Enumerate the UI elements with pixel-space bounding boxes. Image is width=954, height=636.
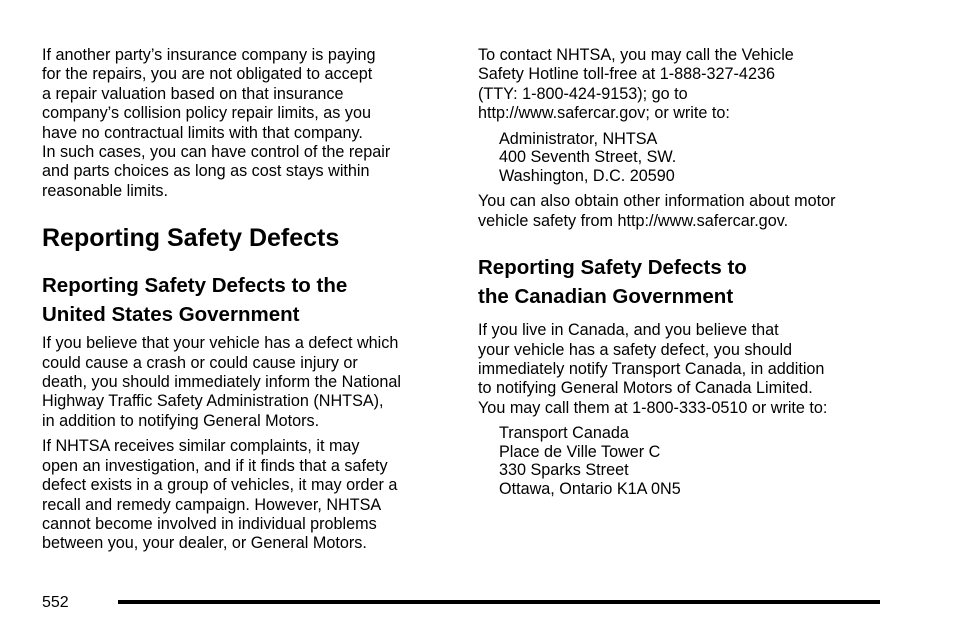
text-line: and parts choices as long as cost stays within (42, 162, 370, 181)
address-line: Administrator, NHTSA (499, 129, 658, 148)
canada-paragraph (478, 321, 888, 418)
text-line: If another party’s insurance company is paying (42, 46, 376, 64)
us-paragraph-1 (42, 334, 444, 431)
text-line: If you live in Canada, and you believe that (478, 321, 779, 340)
address-line: Place de Ville Tower C (499, 442, 661, 461)
address-line: 400 Seventh Street, SW. (499, 148, 677, 167)
nhtsa-contact-paragraph (478, 46, 888, 124)
text-line: You may call them at 1-800-333-0510 or write to: (478, 398, 828, 417)
text-line: could cause a crash or could cause injury or (42, 353, 358, 372)
address-line: 330 Sparks Street (499, 461, 629, 480)
text-line: In such cases, you can have control of the repair (42, 143, 391, 162)
us-government-heading (42, 271, 444, 329)
text-line: a repair valuation based on that insurance (42, 84, 344, 103)
text-line: for the repairs, you are not obligated to accept (42, 65, 373, 84)
text-line: http://www.safercar.gov; or write to: (478, 104, 730, 123)
us-paragraph-2 (42, 437, 444, 553)
right-column (478, 46, 888, 499)
text-line: Highway Traffic Safety Administration (NHTSA), (42, 392, 384, 411)
nhtsa-address (499, 130, 888, 186)
text-line: immediately notify Transport Canada, in addition (478, 360, 825, 379)
text-line: your vehicle has a safety defect, you should (478, 340, 793, 359)
text-line: reasonable limits. (42, 181, 168, 200)
main-heading: Reporting Safety Defects (42, 224, 340, 253)
address-line: Washington, D.C. 20590 (499, 166, 675, 185)
address-line: Ottawa, Ontario K1A 0N5 (499, 480, 681, 499)
text-line: to notifying General Motors of Canada Limited. (478, 379, 813, 398)
text-line: vehicle safety from http://www.safercar.gov. (478, 211, 789, 230)
intro-paragraph (42, 46, 444, 201)
canada-government-heading (478, 253, 888, 311)
text-line: You can also obtain other information about motor (478, 192, 836, 211)
text-line: To contact NHTSA, you may call the Vehicle (478, 46, 794, 64)
text-line: cannot become involved in individual problems (42, 514, 377, 533)
footer-rule (118, 600, 880, 604)
text-line: recall and remedy campaign. However, NHTSA (42, 495, 382, 514)
text-line: company’s collision policy repair limits, as you (42, 104, 371, 123)
transport-canada-address (499, 424, 888, 498)
text-line: have no contractual limits with that company. (42, 123, 363, 142)
address-line: Transport Canada (499, 424, 629, 443)
more-info-paragraph (478, 192, 888, 231)
text-line: If you believe that your vehicle has a defect which (42, 334, 399, 353)
text-line: If NHTSA receives similar complaints, it may (42, 437, 360, 456)
text-line: defect exists in a group of vehicles, it may order a (42, 476, 398, 495)
text-line: open an investigation, and if it finds that a safety (42, 456, 388, 475)
heading-line: Reporting Safety Defects to (478, 256, 747, 280)
text-line: Safety Hotline toll-free at 1-888-327-4236 (478, 65, 775, 84)
heading-line: United States Government (42, 303, 300, 327)
text-line: (TTY: 1-800-424-9153); go to (478, 84, 688, 103)
heading-line: the Canadian Government (478, 285, 734, 309)
text-line: death, you should immediately inform the National (42, 373, 402, 392)
text-line: in addition to notifying General Motors. (42, 411, 320, 430)
heading-line: Reporting Safety Defects to the (42, 274, 348, 298)
left-column (42, 46, 444, 554)
page-number: 552 (42, 594, 69, 611)
text-line: between you, your dealer, or General Motors. (42, 534, 367, 553)
